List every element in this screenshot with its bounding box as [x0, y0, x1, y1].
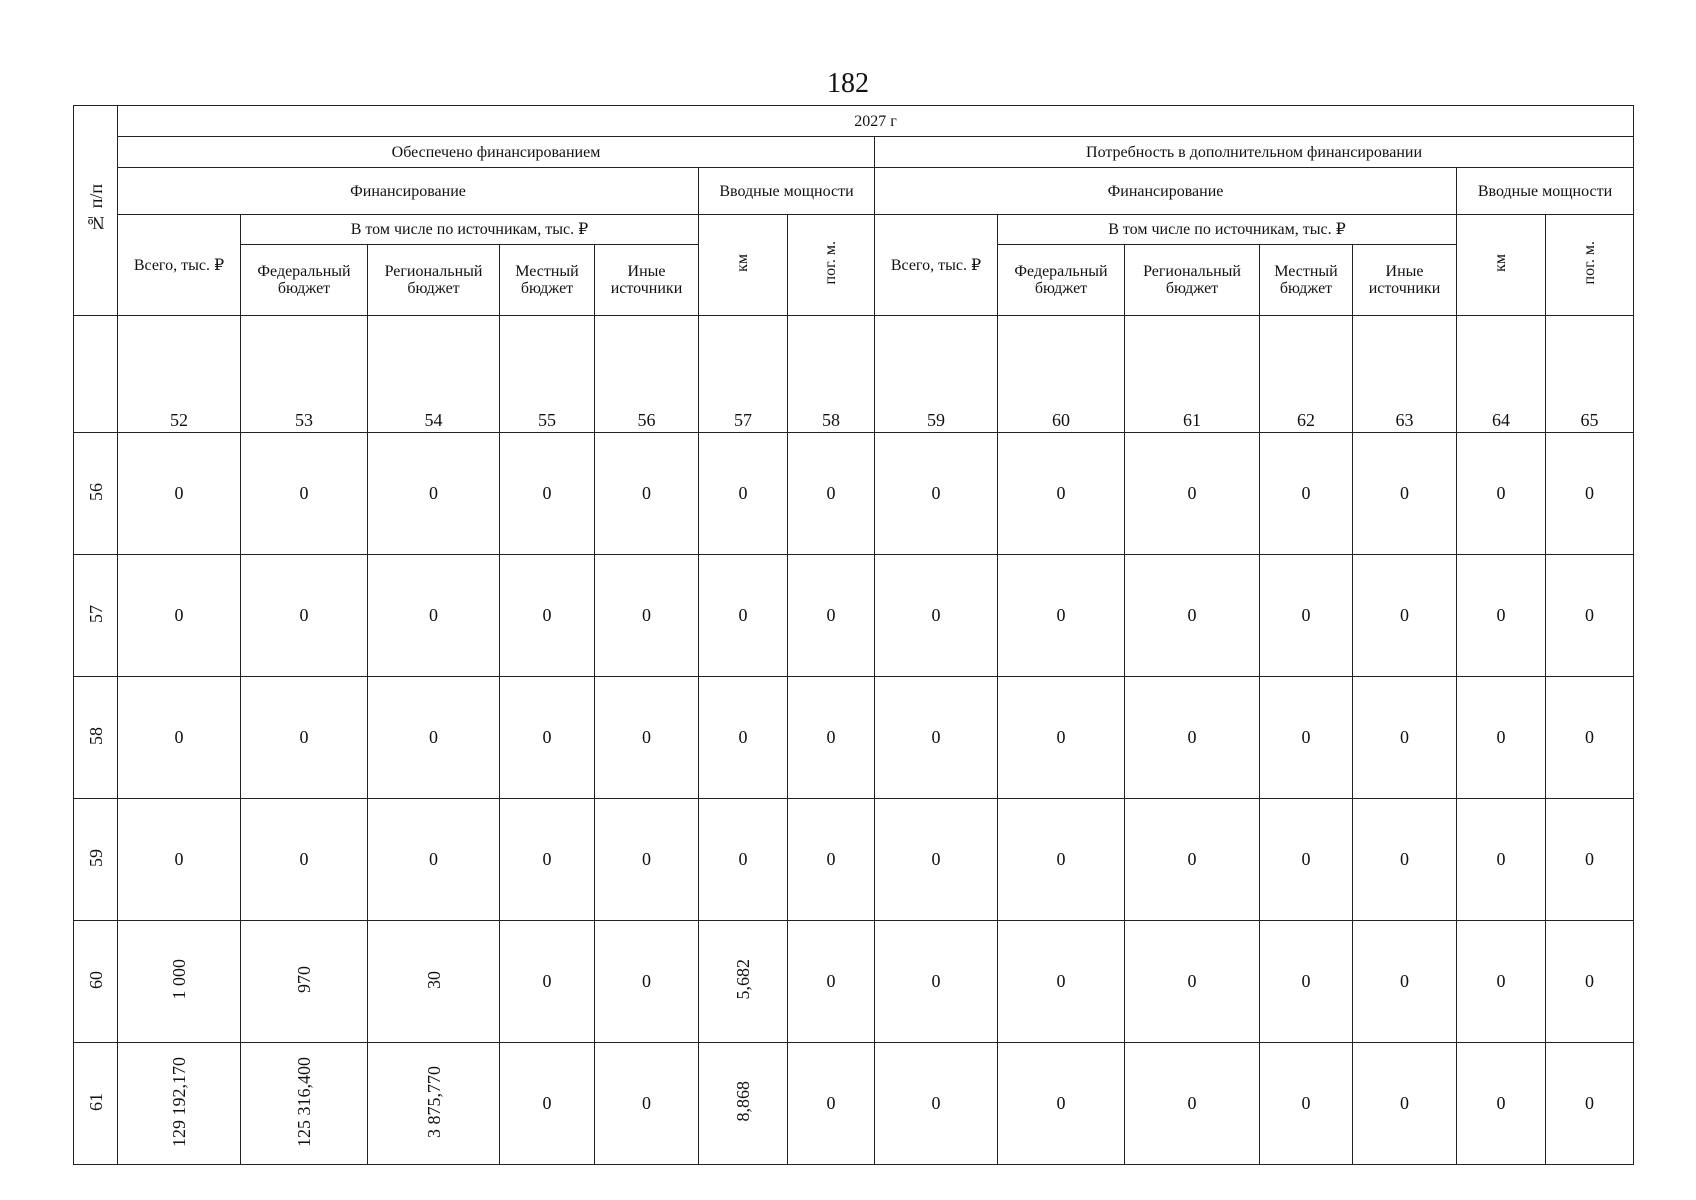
other-sources-header: Иные источники — [595, 245, 699, 316]
federal-budget-header: Федеральный бюджет — [998, 245, 1125, 316]
local-budget-header: Местный бюджет — [500, 245, 595, 316]
table-cell: 0 — [875, 555, 998, 677]
table-cell: 0 — [1353, 677, 1457, 799]
table-row — [74, 921, 1634, 1043]
column-number-cell — [74, 316, 118, 433]
table-cell: 0 — [241, 799, 368, 921]
table-cell: 0 — [1457, 921, 1546, 1043]
table-cell: 0 — [788, 677, 875, 799]
row-number-cell: 61 — [74, 1043, 118, 1165]
table-cell: 0 — [500, 433, 595, 555]
table-cell: 129 192,170 — [118, 1043, 241, 1165]
table-cell: 0 — [118, 555, 241, 677]
table-cell: 0 — [500, 677, 595, 799]
table-row — [74, 433, 1634, 555]
table-cell: 0 — [1546, 677, 1634, 799]
table-cell: 0 — [241, 555, 368, 677]
table-cell: 0 — [875, 433, 998, 555]
table-cell: 0 — [500, 555, 595, 677]
other-sources-header: Иные источники — [1353, 245, 1457, 316]
column-number-cell: 60 — [998, 316, 1125, 433]
row-number-header: № п/п — [74, 106, 118, 316]
table-cell: 0 — [241, 433, 368, 555]
table-cell: 0 — [998, 799, 1125, 921]
table-cell: 0 — [1546, 799, 1634, 921]
capacity-header: Вводные мощности — [1457, 168, 1634, 215]
table-cell: 0 — [1260, 799, 1353, 921]
provided-financing-header: Обеспечено финансированием — [118, 137, 875, 168]
table-cell: 0 — [500, 921, 595, 1043]
table-cell: 0 — [368, 677, 500, 799]
table-cell: 0 — [1546, 433, 1634, 555]
table-cell: 0 — [368, 799, 500, 921]
column-number-cell: 62 — [1260, 316, 1353, 433]
table-cell: 0 — [1125, 677, 1260, 799]
total-header: Всего, тыс. ₽ — [875, 215, 998, 316]
table-cell: 970 — [241, 921, 368, 1043]
column-number-cell: 65 — [1546, 316, 1634, 433]
table-cell: 0 — [1260, 677, 1353, 799]
column-number-cell: 58 — [788, 316, 875, 433]
table-cell: 3 875,770 — [368, 1043, 500, 1165]
table-cell: 0 — [595, 1043, 699, 1165]
column-number-cell: 55 — [500, 316, 595, 433]
row-number-cell: 59 — [74, 799, 118, 921]
table-cell: 0 — [998, 1043, 1125, 1165]
table-cell: 0 — [595, 555, 699, 677]
pog-m-header: пог. м. — [788, 215, 875, 316]
table-cell: 0 — [788, 1043, 875, 1165]
table-cell: 30 — [368, 921, 500, 1043]
table-cell: 0 — [241, 677, 368, 799]
regional-budget-header: Региональный бюджет — [368, 245, 500, 316]
year-header: 2027 г — [118, 106, 1634, 137]
table-cell: 0 — [500, 1043, 595, 1165]
column-number-cell: 53 — [241, 316, 368, 433]
row-number-cell: 58 — [74, 677, 118, 799]
table-cell: 1 000 — [118, 921, 241, 1043]
table-cell: 0 — [1125, 921, 1260, 1043]
table-cell: 0 — [1260, 555, 1353, 677]
table-cell: 0 — [998, 677, 1125, 799]
table-cell: 0 — [1125, 799, 1260, 921]
table-cell: 0 — [1353, 799, 1457, 921]
by-sources-header: В том числе по источникам, тыс. ₽ — [998, 215, 1457, 245]
column-number-cell: 61 — [1125, 316, 1260, 433]
column-number-cell: 57 — [699, 316, 788, 433]
table-cell: 0 — [875, 1043, 998, 1165]
table-cell: 8,868 — [699, 1043, 788, 1165]
table-cell: 0 — [1260, 921, 1353, 1043]
table-cell: 5,682 — [699, 921, 788, 1043]
row-number-cell: 60 — [74, 921, 118, 1043]
table-cell: 0 — [1457, 433, 1546, 555]
table-cell: 0 — [118, 799, 241, 921]
column-numbers-row — [74, 316, 1634, 433]
table-cell: 0 — [118, 433, 241, 555]
by-sources-header: В том числе по источникам, тыс. ₽ — [241, 215, 699, 245]
table-cell: 0 — [1353, 433, 1457, 555]
table-row — [74, 799, 1634, 921]
km-header: км — [1457, 215, 1546, 316]
row-number-cell: 56 — [74, 433, 118, 555]
column-number-cell: 59 — [875, 316, 998, 433]
financing-header: Финансирование — [875, 168, 1457, 215]
column-number-cell: 63 — [1353, 316, 1457, 433]
federal-budget-header: Федеральный бюджет — [241, 245, 368, 316]
table-cell: 0 — [998, 921, 1125, 1043]
table-cell: 0 — [1260, 433, 1353, 555]
table-cell: 0 — [788, 799, 875, 921]
table-cell: 0 — [998, 555, 1125, 677]
table-cell: 0 — [595, 677, 699, 799]
table-cell: 125 316,400 — [241, 1043, 368, 1165]
table-cell: 0 — [875, 799, 998, 921]
column-number-cell: 54 — [368, 316, 500, 433]
table-cell: 0 — [1457, 555, 1546, 677]
column-number-cell: 52 — [118, 316, 241, 433]
table-cell: 0 — [1353, 921, 1457, 1043]
table-cell: 0 — [998, 433, 1125, 555]
page-number: 182 — [827, 68, 869, 99]
table-cell: 0 — [118, 677, 241, 799]
table-cell: 0 — [788, 555, 875, 677]
table-cell: 0 — [1457, 1043, 1546, 1165]
local-budget-header: Местный бюджет — [1260, 245, 1353, 316]
table-cell: 0 — [595, 433, 699, 555]
table-cell: 0 — [875, 921, 998, 1043]
table-cell: 0 — [788, 921, 875, 1043]
column-number-cell: 56 — [595, 316, 699, 433]
table-cell: 0 — [1125, 555, 1260, 677]
total-header: Всего, тыс. ₽ — [118, 215, 241, 316]
table-cell: 0 — [1353, 555, 1457, 677]
table-row — [74, 555, 1634, 677]
table-cell: 0 — [1546, 921, 1634, 1043]
table-cell: 0 — [1457, 799, 1546, 921]
table-cell: 0 — [1457, 677, 1546, 799]
km-header: км — [699, 215, 788, 316]
table-cell: 0 — [368, 555, 500, 677]
table-cell: 0 — [1260, 1043, 1353, 1165]
table-cell: 0 — [595, 921, 699, 1043]
table-cell: 0 — [699, 677, 788, 799]
table-row — [74, 1043, 1634, 1165]
pog-m-header: пог. м. — [1546, 215, 1634, 316]
table-cell: 0 — [699, 433, 788, 555]
table-cell: 0 — [368, 433, 500, 555]
table-cell: 0 — [1546, 1043, 1634, 1165]
financing-table — [73, 105, 1634, 1165]
table-cell: 0 — [699, 799, 788, 921]
row-number-cell: 57 — [74, 555, 118, 677]
table-cell: 0 — [788, 433, 875, 555]
table-cell: 0 — [1125, 1043, 1260, 1165]
table-cell: 0 — [595, 799, 699, 921]
column-number-cell: 64 — [1457, 316, 1546, 433]
table-cell: 0 — [1353, 1043, 1457, 1165]
table-cell: 0 — [875, 677, 998, 799]
capacity-header: Вводные мощности — [699, 168, 875, 215]
table-row — [74, 677, 1634, 799]
table-cell: 0 — [500, 799, 595, 921]
financing-header: Финансирование — [118, 168, 699, 215]
need-financing-header: Потребность в дополнительном финансировании — [875, 137, 1634, 168]
table-cell: 0 — [1125, 433, 1260, 555]
regional-budget-header: Региональный бюджет — [1125, 245, 1260, 316]
table-cell: 0 — [1546, 555, 1634, 677]
table-cell: 0 — [699, 555, 788, 677]
